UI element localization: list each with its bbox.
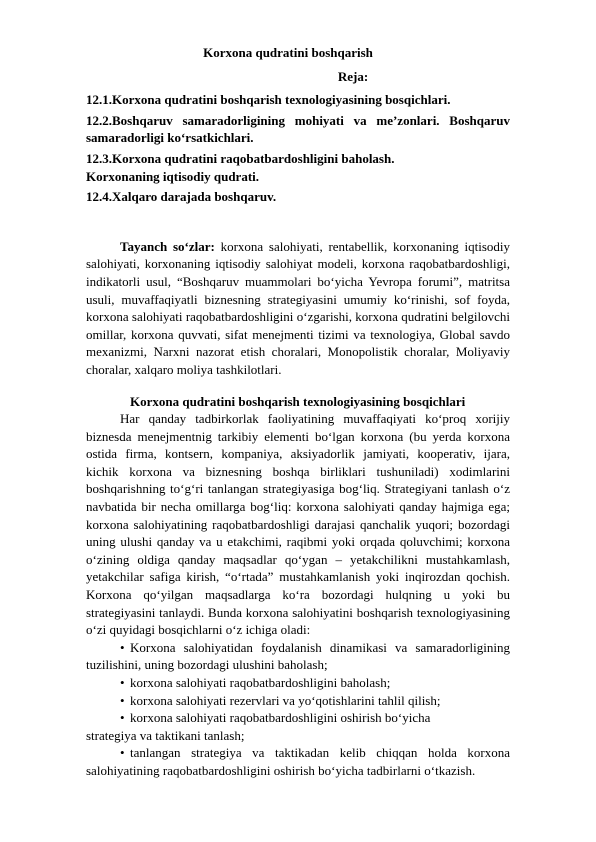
plan-item: 12.2.Boshqaruv samaradorligining mohiyati va me’zonlari. Boshqaruv samaradorligi ko‘rsatkichlari.	[86, 112, 510, 146]
bullet-icon: •	[120, 710, 125, 726]
plan-item: 12.3.Korxona qudratini raqobatbardoshligini baholash. Korxonaning iqtisodiy qudrati.	[86, 150, 395, 184]
document-title: Korxona qudratini boshqarish	[203, 45, 373, 60]
body-paragraph: Har qanday tadbirkorlak faoliyatining muvaffaqiyati ko‘proq xorijiy biznesda menejmentnig tarkibiy elementi bo‘lgan korxona (bu yerda korxona ostida firma, kontsern, kompaniya, aksiyadorlik jamiyati, kooperativ, ijara, kichik korxona va biznesning boshqa birliklari tushuniladi) xodimlarini boshqarishning to‘g‘ri tanlangan strategiyasiga bog‘liq. Strategiyani tanlash o‘z navbatida bir necha omillarga bog‘liq: korxona salohiyati qanday hajmiga ega; korxona salohiyatining raqobatbardoshligi darajasi qanchalik yuqori; bozordagi uning ulushi qanday va u etakchimi, raqibmi yoki orqada qoluvchimi; korxona o‘zining oldiga qanday maqsadlar qo‘ygan – yetakchilikni mustahkamlash, yetakchilar safiga kirish, “o‘rtada” mustahkamlanish yoki inqirozdan qochish. Korxona qo‘yilgan maqsadlarga ko‘ra bozordagi hulqning u yoki bu strategiyasini tanlaydi. Bunda korxona salohiyatini boshqarish texnologiyasining o‘zi quyidagi bosqichlarni o‘z ichiga oladi:	[86, 411, 510, 638]
bullet-icon: •	[120, 745, 125, 761]
bullet-icon: •	[120, 639, 125, 655]
document-page	[86, 44, 510, 780]
bullet-icon: •	[120, 675, 125, 690]
bullet-item: • Korxona salohiyatidan foydalanish dinamikasi va samaradorligining tuzilishini, uning bozordagi ulushini baholash;	[86, 639, 510, 673]
bullet-item: • korxona salohiyati raqobatbardoshligini baholash;	[120, 675, 391, 690]
keywords-paragraph	[86, 238, 510, 379]
plan-item: 12.1.Korxona qudratini boshqarish texnologiyasining bosqichlari.	[86, 92, 451, 108]
bullet-item: • tanlangan strategiya va taktikadan kelib chiqqan holda korxona salohiyatining raqobatbardoshligini oshirish bo‘yicha tadbirlarni o‘tkazish.	[86, 745, 510, 778]
bullet-icon: •	[120, 692, 125, 708]
bullet-item: • korxona salohiyati raqobatbardoshligini oshirish bo‘yicha strategiya va taktikani tanlash;	[86, 710, 431, 743]
plan-heading: Reja:	[337, 68, 369, 84]
keywords-text: korxona salohiyati, rentabellik, korxonaning iqtisodiy salohiyati, korxonaning iqtisodiy salohiyat modeli, korxona raqobatbardoshligi, indikatorli usul, “Boshqaruv muammolari bo‘yicha Yevropa forumi”, matritsa usuli, muvaffaqiyatli biznesning strategiyasini umumiy ko‘rinishi, sof foyda, korxona salohiyati raqobatbardoshligini o‘zgarishi, korxona qudratini belgilovchi omillar, korxona quvvati, sifat menejmenti tizimi va texnologiya, Global savdo mexanizmi, Narxni nazorat etish choralari, Monopolistik choralar, Moliyaviy choralar, xalqaro moliya tashkilotlari.	[86, 238, 511, 377]
keywords-label: Tayanch so‘zlar:	[120, 238, 215, 254]
plan-list	[86, 91, 510, 206]
bullet-item: • korxona salohiyati rezervlari va yo‘qotishlarini tahlil qilish;	[120, 692, 441, 708]
section-heading: Korxona qudratini boshqarish texnologiyasining bosqichlari	[130, 393, 466, 409]
plan-item: 12.4.Xalqaro darajada boshqaruv.	[86, 189, 277, 205]
